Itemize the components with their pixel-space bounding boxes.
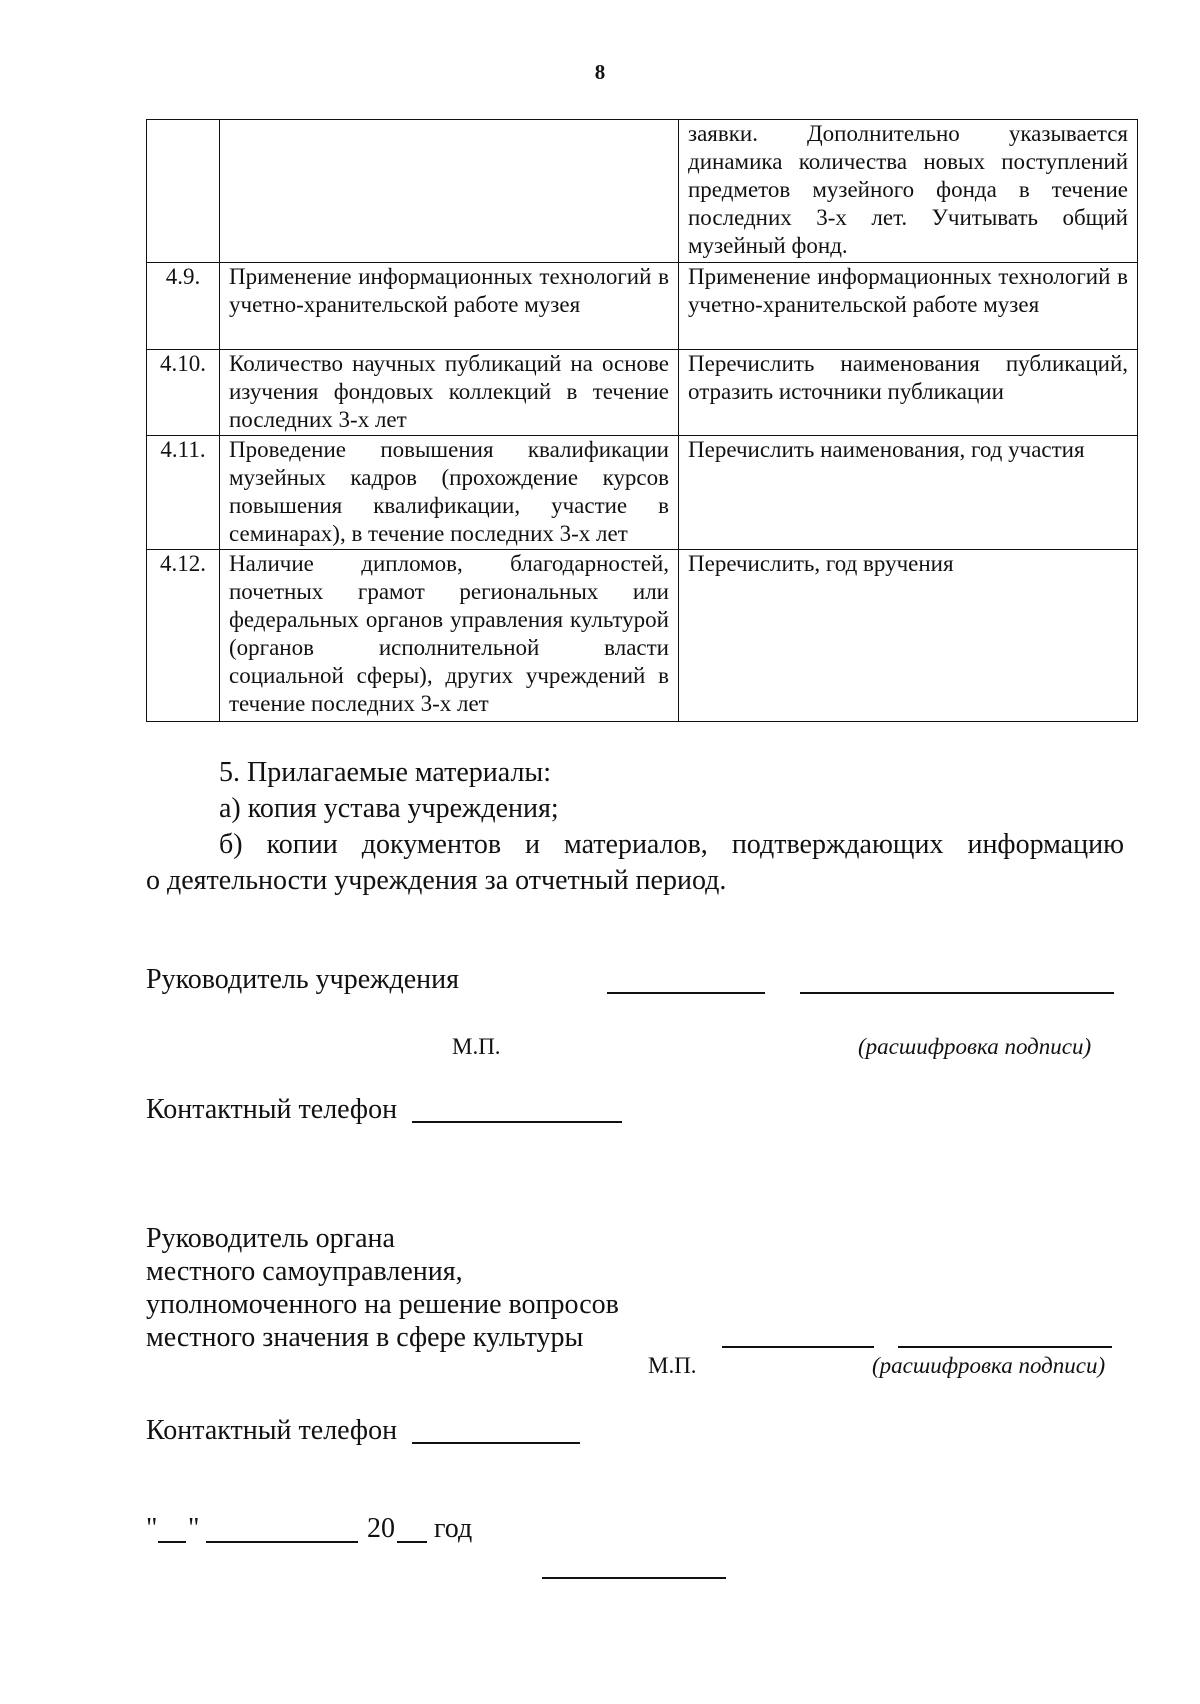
year-line bbox=[397, 1541, 427, 1543]
row-number bbox=[147, 120, 220, 263]
month-line bbox=[206, 1541, 358, 1543]
description-cell: Перечислить, год вручения bbox=[679, 550, 1138, 722]
contact-phone-line bbox=[412, 1442, 580, 1444]
day-line bbox=[158, 1541, 186, 1543]
date-open-quote: " bbox=[146, 1513, 158, 1544]
authority-label-line: уполномоченного на решение вопросов bbox=[146, 1289, 619, 1320]
authority-label-line: Руководитель органа bbox=[146, 1223, 395, 1254]
page-number: 8 bbox=[594, 60, 606, 84]
decoding-note: (расшифровка подписи) bbox=[858, 1034, 1092, 1059]
table-row bbox=[147, 120, 1138, 263]
authority-head-label bbox=[146, 1222, 619, 1354]
row-number: 4.9. bbox=[147, 263, 220, 350]
criteria-table bbox=[146, 119, 1138, 722]
contact-phone-label: Контактный телефон bbox=[146, 1094, 398, 1125]
row-number: 4.11. bbox=[147, 436, 220, 550]
authority-label-line: местного самоуправления, bbox=[146, 1256, 463, 1287]
signature-line bbox=[607, 992, 765, 994]
stamp-placeholder: М.П. bbox=[648, 1353, 697, 1378]
decoding-note: (расшифровка подписи) bbox=[872, 1353, 1106, 1378]
criterion-cell: Наличие дипломов, благодарностей, почетных грамот региональных или федеральных органов управления культурой (органов исполнительной власти социальной сферы), других учреждений в течение последних 3-х лет bbox=[220, 550, 679, 722]
row-number: 4.12. bbox=[147, 550, 220, 722]
attachments-section bbox=[146, 755, 1124, 899]
year-suffix: год bbox=[434, 1513, 473, 1544]
attachment-item-b-continuation: о деятельности учреждения за отчетный период. bbox=[146, 865, 727, 896]
attachments-heading: 5. Прилагаемые материалы: bbox=[219, 757, 552, 788]
attachment-item-b: б) копии документов и материалов, подтверждающих информацию bbox=[219, 829, 1124, 860]
authority-label-line: местного значения в сфере культуры bbox=[146, 1322, 584, 1353]
attachment-item-a: а) копия устава учреждения; bbox=[219, 793, 559, 824]
criterion-cell: Проведение повышения квалификации музейных кадров (прохождение курсов повышения квалификации, участие в семинарах), в течение последних 3-х лет bbox=[220, 436, 679, 550]
signature-line bbox=[722, 1346, 874, 1348]
row-number: 4.10. bbox=[147, 350, 220, 436]
name-decoding-line bbox=[800, 992, 1114, 994]
stamp-placeholder: М.П. bbox=[452, 1034, 501, 1059]
description-cell: Перечислить наименования публикаций, отразить источники публикации bbox=[679, 350, 1138, 436]
contact-phone-label: Контактный телефон bbox=[146, 1415, 398, 1446]
contact-phone-line bbox=[412, 1121, 622, 1123]
criterion-cell bbox=[220, 120, 679, 263]
description-cell: Применение информационных технологий в учетно-хранительской работе музея bbox=[679, 263, 1138, 350]
date-close-quote: " bbox=[188, 1513, 200, 1544]
name-decoding-line bbox=[898, 1346, 1112, 1348]
table-row bbox=[147, 550, 1138, 722]
year-prefix: 20 bbox=[367, 1513, 395, 1544]
table-row bbox=[147, 263, 1138, 350]
table-row bbox=[147, 436, 1138, 550]
head-of-institution-label: Руководитель учреждения bbox=[146, 964, 459, 995]
description-cell: заявки. Дополнительно указывается динамика количества новых поступлений предметов музейного фонда в течение последних 3-х лет. Учитывать общий музейный фонд. bbox=[679, 120, 1138, 263]
table-row bbox=[147, 350, 1138, 436]
criterion-cell: Применение информационных технологий в учетно-хранительской работе музея bbox=[220, 263, 679, 350]
criterion-cell: Количество научных публикаций на основе изучения фондовых коллекций в течение последних 3-х лет bbox=[220, 350, 679, 436]
description-cell: Перечислить наименования, год участия bbox=[679, 436, 1138, 550]
closing-rule bbox=[542, 1577, 726, 1579]
